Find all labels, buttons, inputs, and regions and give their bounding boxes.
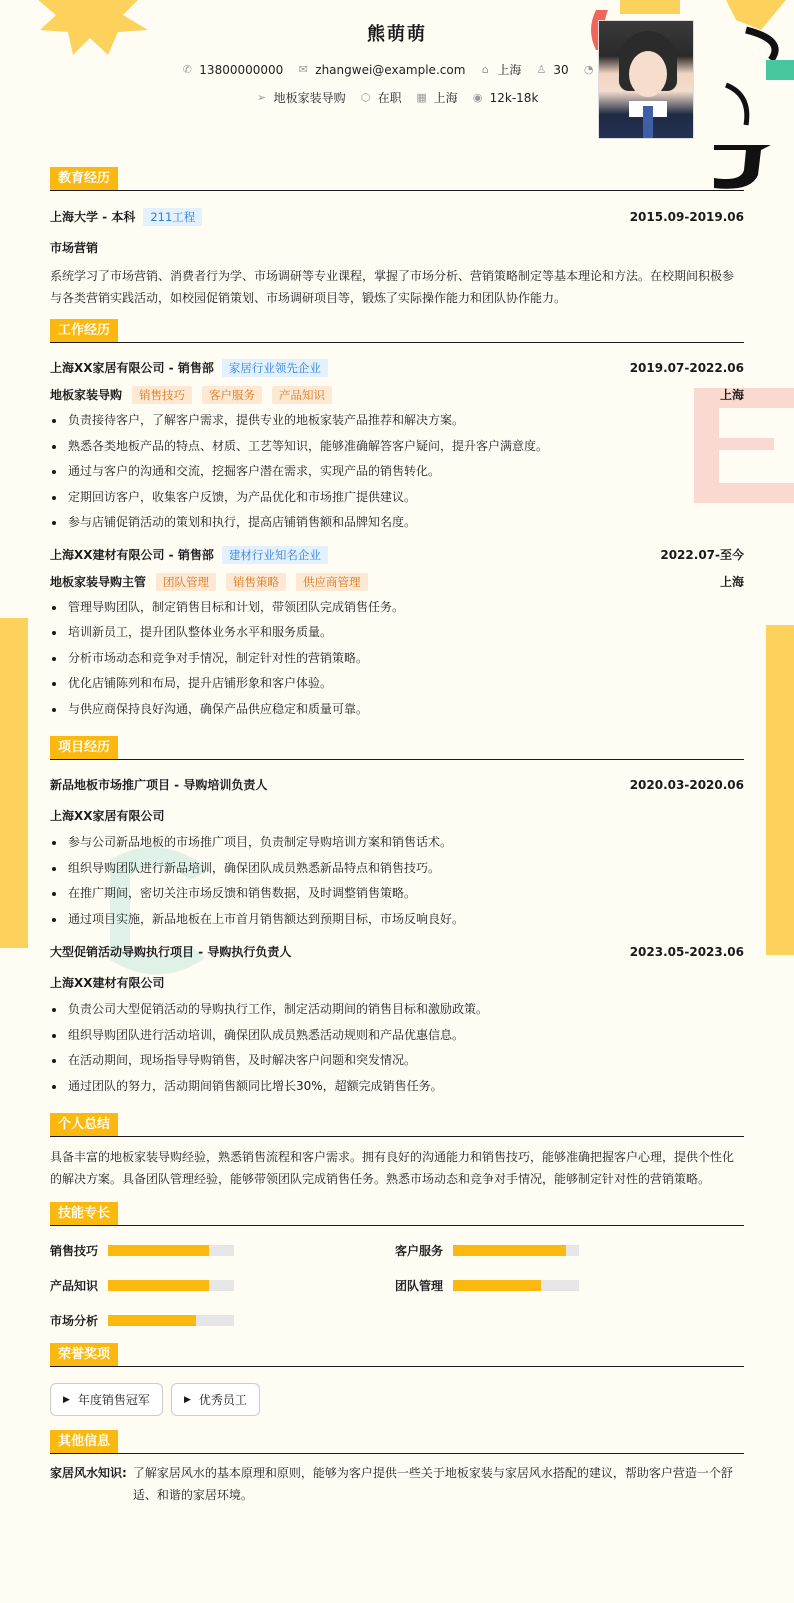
other-text: 了解家居风水的基本原理和原则，能够为客户提供一些关于地板家装与家居风水搭配的建议，帮助客户营造一个舒适、和谐的家居环境。 (132, 1466, 733, 1502)
building-icon: ▦ (416, 91, 427, 104)
list-item: 参与店铺促销活动的策划和执行，提高店铺销售额和品牌知名度。 (50, 510, 744, 536)
education-desc: 系统学习了市场营销、消费者行为学、市场调研等专业课程，掌握了市场分析、营销策略制定等基本理论和方法。在校期间积极参与各类营销实践活动，如校园促销策划、市场调研项目等，锻炼了实际操作能力和团队协作能力。 (50, 269, 735, 305)
job-date: 2022.07-至今 (660, 547, 744, 562)
project-entry (50, 943, 744, 1099)
skill-name: 团队管理 (395, 1279, 444, 1293)
skill-name: 客户服务 (395, 1244, 444, 1258)
city-text: 上海 (497, 63, 522, 77)
skill-item (395, 1242, 740, 1259)
project-entry (50, 776, 744, 932)
phone-icon: ✆ (182, 63, 192, 76)
awards-section (50, 1343, 744, 1416)
coin-icon: ◉ (472, 91, 483, 104)
avatar-photo (598, 20, 694, 139)
school-tag: 211工程 (143, 208, 202, 226)
project-date: 2023.05-2023.06 (629, 944, 744, 959)
list-item: 负责公司大型促销活动的导购执行工作，制定活动期间的销售目标和激励政策。 (50, 997, 744, 1023)
skill-bar-fill (108, 1280, 209, 1291)
other-section (50, 1430, 744, 1506)
list-item: 优化店铺陈列和布局，提升店铺形象和客户体验。 (50, 671, 744, 697)
education-date: 2015.09-2019.06 (629, 209, 744, 224)
work-section (50, 319, 744, 722)
email-text: zhangwei@example.com (315, 62, 466, 77)
email-info (297, 61, 465, 78)
list-item: 熟悉各类地板产品的特点、材质、工艺等知识，能够准确解答客户疑问，提升客户满意度。 (50, 434, 744, 460)
job-city: 上海 (719, 574, 744, 589)
section-title: 个人总结 (50, 1113, 744, 1137)
home-icon: ⌂ (481, 63, 489, 76)
age-text: 30 (553, 62, 569, 77)
list-item: 定期回访客户，收集客户反馈，为产品优化和市场推广提供建议。 (50, 485, 744, 511)
skill-tag: 团队管理 (156, 573, 216, 591)
skill-bar (108, 1315, 234, 1326)
section-title: 教育经历 (50, 167, 744, 191)
play-icon: ▶ (183, 1394, 191, 1405)
skill-bar (108, 1245, 234, 1256)
position-text: 地板家装导购 (273, 91, 346, 105)
play-icon: ▶ (63, 1394, 70, 1405)
skill-tag: 供应商管理 (296, 573, 368, 591)
summary-section (50, 1113, 744, 1190)
skill-item (50, 1242, 395, 1259)
list-item: 组织导购团队进行活动培训，确保团队成员熟悉活动规则和产品优惠信息。 (50, 1023, 744, 1049)
skills-grid (50, 1234, 744, 1329)
list-item: 在活动期间，现场指导导购销售，及时解决客户问题和突发情况。 (50, 1048, 744, 1074)
list-item: 分析市场动态和竞争对手情况，制定针对性的营销策略。 (50, 646, 744, 672)
company-tag: 家居行业领先企业 (222, 359, 328, 377)
section-title: 荣誉奖项 (50, 1343, 744, 1367)
major: 市场营销 (50, 241, 99, 255)
list-item: 通过项目实施，新品地板在上市首月销售额达到预期目标，市场反响良好。 (50, 907, 744, 933)
other-label: 家居风水知识: (50, 1466, 127, 1480)
mail-icon: ✉ (298, 63, 308, 76)
section-title: 其他信息 (50, 1430, 744, 1454)
gender-icon: ◔ (583, 63, 594, 76)
company-name: 上海XX家居有限公司 - 销售部 (50, 361, 214, 375)
list-item: 负责接待客户，了解客户需求，提供专业的地板家装产品推荐和解决方案。 (50, 408, 744, 434)
skill-bar-fill (453, 1280, 541, 1291)
skill-bar (453, 1280, 579, 1291)
skill-bar-fill (108, 1315, 196, 1326)
project-name: 新品地板市场推广项目 - 导购培训负责人 (50, 778, 268, 792)
skill-name: 产品知识 (50, 1279, 99, 1293)
target-city-text: 上海 (433, 91, 458, 105)
target-city-info (416, 89, 458, 106)
list-item: 培训新员工，提升团队整体业务水平和服务质量。 (50, 620, 744, 646)
award-item (50, 1383, 163, 1416)
project-section (50, 736, 744, 1099)
city-info (479, 61, 521, 78)
salary-text: 12k-18k (489, 90, 539, 105)
project-name: 大型促销活动导购执行项目 - 导购执行负责人 (50, 945, 292, 959)
award-label: 优秀员工 (198, 1393, 247, 1407)
award-item (171, 1383, 260, 1416)
skill-tag: 客户服务 (202, 386, 262, 404)
list-item: 在推广期间，密切关注市场反馈和销售数据，及时调整销售策略。 (50, 881, 744, 907)
section-title: 项目经历 (50, 736, 744, 760)
age-info (535, 61, 568, 78)
skill-item (395, 1277, 740, 1294)
salary-info (472, 89, 539, 106)
phone-info (181, 61, 283, 78)
job-city: 上海 (719, 388, 744, 402)
skill-tag: 销售技巧 (132, 386, 192, 404)
skills-section (50, 1202, 744, 1329)
skill-item (50, 1277, 395, 1294)
position-info (256, 89, 346, 106)
job-entry (50, 359, 744, 536)
company-name: 上海XX建材有限公司 - 销售部 (50, 547, 214, 562)
cake-icon: ♙ (536, 63, 547, 76)
school-name: 上海大学 - 本科 (50, 210, 136, 224)
job-date: 2019.07-2022.06 (629, 360, 744, 375)
skill-bar-fill (453, 1245, 566, 1256)
send-icon: ➢ (256, 91, 267, 104)
award-label: 年度销售冠军 (77, 1393, 150, 1407)
list-item: 组织导购团队进行新品培训，确保团队成员熟悉新品特点和销售技巧。 (50, 856, 744, 882)
status-text: 在职 (377, 91, 402, 105)
list-item: 管理导购团队，制定销售目标和计划，带领团队完成销售任务。 (50, 595, 744, 621)
skill-tag: 销售策略 (226, 573, 286, 591)
resume-header (50, 0, 744, 162)
section-title: 工作经历 (50, 319, 744, 343)
skill-tag: 产品知识 (272, 386, 332, 404)
list-item: 通过与客户的沟通和交流，挖掘客户潜在需求，实现产品的销售转化。 (50, 459, 744, 485)
project-org: 上海XX家居有限公司 (50, 809, 165, 823)
skill-bar (453, 1245, 579, 1256)
skill-name: 市场分析 (50, 1314, 99, 1328)
skill-bar-fill (108, 1245, 209, 1256)
list-item: 通过团队的努力，活动期间销售额同比增长30%，超额完成销售任务。 (50, 1074, 744, 1100)
candidate-name: 熊萌萌 (367, 24, 427, 45)
section-title: 技能专长 (50, 1202, 744, 1226)
job-position: 地板家装导购主管 (50, 574, 147, 589)
list-item: 参与公司新品地板的市场推广项目，负责制定导购培训方案和销售话术。 (50, 830, 744, 856)
skill-name: 销售技巧 (50, 1244, 99, 1258)
job-entry (50, 546, 744, 723)
skill-bar (108, 1280, 234, 1291)
awards-list (50, 1367, 744, 1416)
job-position: 地板家装导购 (50, 388, 123, 402)
skill-item (50, 1312, 395, 1329)
project-date: 2020.03-2020.06 (629, 777, 744, 792)
project-org: 上海XX建材有限公司 (50, 976, 165, 990)
company-tag: 建材行业知名企业 (222, 546, 328, 564)
status-icon: ⬡ (360, 91, 371, 104)
list-item: 与供应商保持良好沟通，确保产品供应稳定和质量可靠。 (50, 697, 744, 723)
phone-text: 13800000000 (199, 62, 284, 77)
education-section (50, 167, 744, 309)
status-info (360, 89, 402, 106)
summary-text: 具备丰富的地板家装导购经验，熟悉销售流程和客户需求。拥有良好的沟通能力和销售技巧，能够准确把握客户心理，提供个性化的解决方案。具备团队管理经验，能够带领团队完成销售任务。熟悉市场动态和竞争对手情况，能够制定针对性的营销策略。 (50, 1150, 735, 1186)
